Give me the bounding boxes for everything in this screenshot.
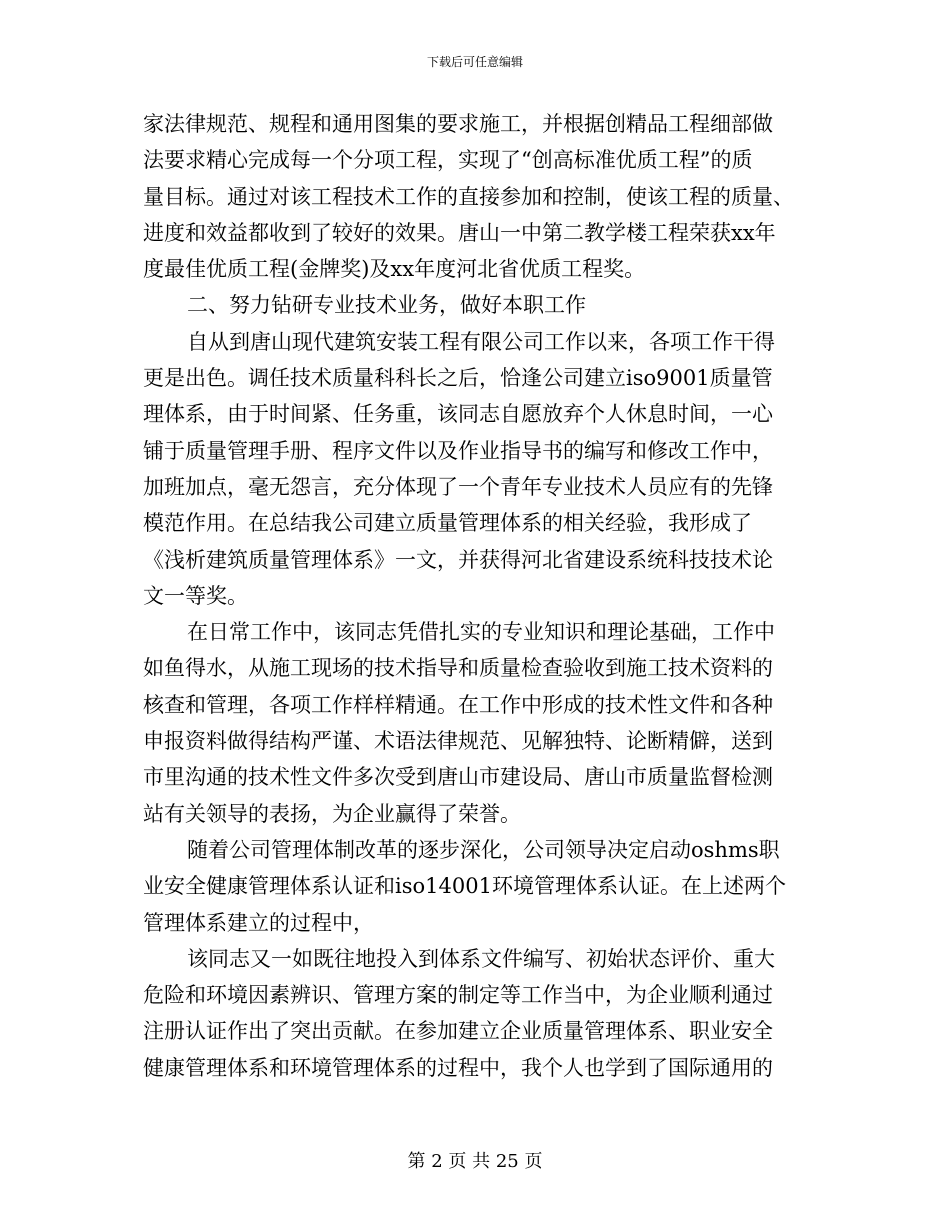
text-line: 申报资料做得结构严谨、术语法律规范、见解独特、论断精僻，送到 xyxy=(143,729,773,754)
text-line: 健康管理体系和环境管理体系的过程中，我个人也学到了国际通用的 xyxy=(143,1055,773,1080)
text-line: 危险和环境因素辨识、管理方案的制定等工作当中，为企业顺利通过 xyxy=(143,983,773,1008)
text-line: 如鱼得水，从施工现场的技术指导和质量检查验收到施工技术资料的 xyxy=(143,656,773,681)
text-line: 家法律规范、规程和通用图集的要求施工，并根据创精品工程细部做 xyxy=(143,112,773,136)
text-line: 理体系，由于时间紧、任务重，该同志自愿放弃个人休息时间，一心 xyxy=(143,402,773,427)
text-line: 注册认证作出了突出贡献。在参加建立企业质量管理体系、职业安全 xyxy=(143,1019,773,1044)
text-line: 核查和管理，各项工作样样精通。在工作中形成的技术性文件和各种 xyxy=(143,692,773,717)
text-line: 管理体系建立的过程中， xyxy=(143,910,374,935)
text-line: 法要求精心完成每一个分项工程，实现了“创高标准优质工程”的质 xyxy=(143,148,753,173)
paragraph-start-line: 在日常工作中，该同志凭借扎实的专业知识和理论基础，工作中 xyxy=(187,620,775,645)
text-line: 进度和效益都收到了较好的效果。唐山一中第二教学楼工程荣获xx年 xyxy=(143,220,776,245)
text-line: 铺于质量管理手册、程序文件以及作业指导书的编写和修改工作中， xyxy=(143,438,773,463)
page-footer: 第 2 页 共 25 页 xyxy=(407,1151,543,1172)
section-heading: 二、努力钻研专业技术业务，做好本职工作 xyxy=(187,293,586,318)
text-line: 量目标。通过对该工程技术工作的直接参加和控制，使该工程的质量、 xyxy=(143,184,794,209)
text-line: 度最佳优质工程(金牌奖)及xx年度河北省优质工程奖。 xyxy=(143,257,646,282)
page-header: 下载后可任意编辑 xyxy=(426,55,523,69)
paragraph-start-line: 自从到唐山现代建筑安装工程有限公司工作以来，各项工作干得 xyxy=(187,329,775,354)
text-line: 站有关领导的表扬，为企业赢得了荣誉。 xyxy=(143,801,521,826)
document-body xyxy=(143,106,808,1086)
paragraph-start-line: 随着公司管理体制改革的逐步深化，公司领导决定启动oshms职 xyxy=(187,837,780,862)
text-line: 业安全健康管理体系认证和iso14001环境管理体系认证。在上述两个 xyxy=(143,874,786,899)
text-line: 模范作用。在总结我公司建立质量管理体系的相关经验，我形成了 xyxy=(143,511,752,536)
text-line: 文一等奖。 xyxy=(143,583,248,608)
text-line: 《浅析建筑质量管理体系》一文，并获得河北省建设系统科技技术论 xyxy=(143,547,773,572)
text-line: 市里沟通的技术性文件多次受到唐山市建设局、唐山市质量监督检测 xyxy=(143,765,773,790)
text-line: 更是出色。调任技术质量科科长之后，恰逢公司建立iso9001质量管 xyxy=(143,366,773,391)
paragraph-start-line: 该同志又一如既往地投入到体系文件编写、初始状态评价、重大 xyxy=(187,946,775,971)
text-line: 加班加点，毫无怨言，充分体现了一个青年专业技术人员应有的先锋 xyxy=(143,474,773,499)
